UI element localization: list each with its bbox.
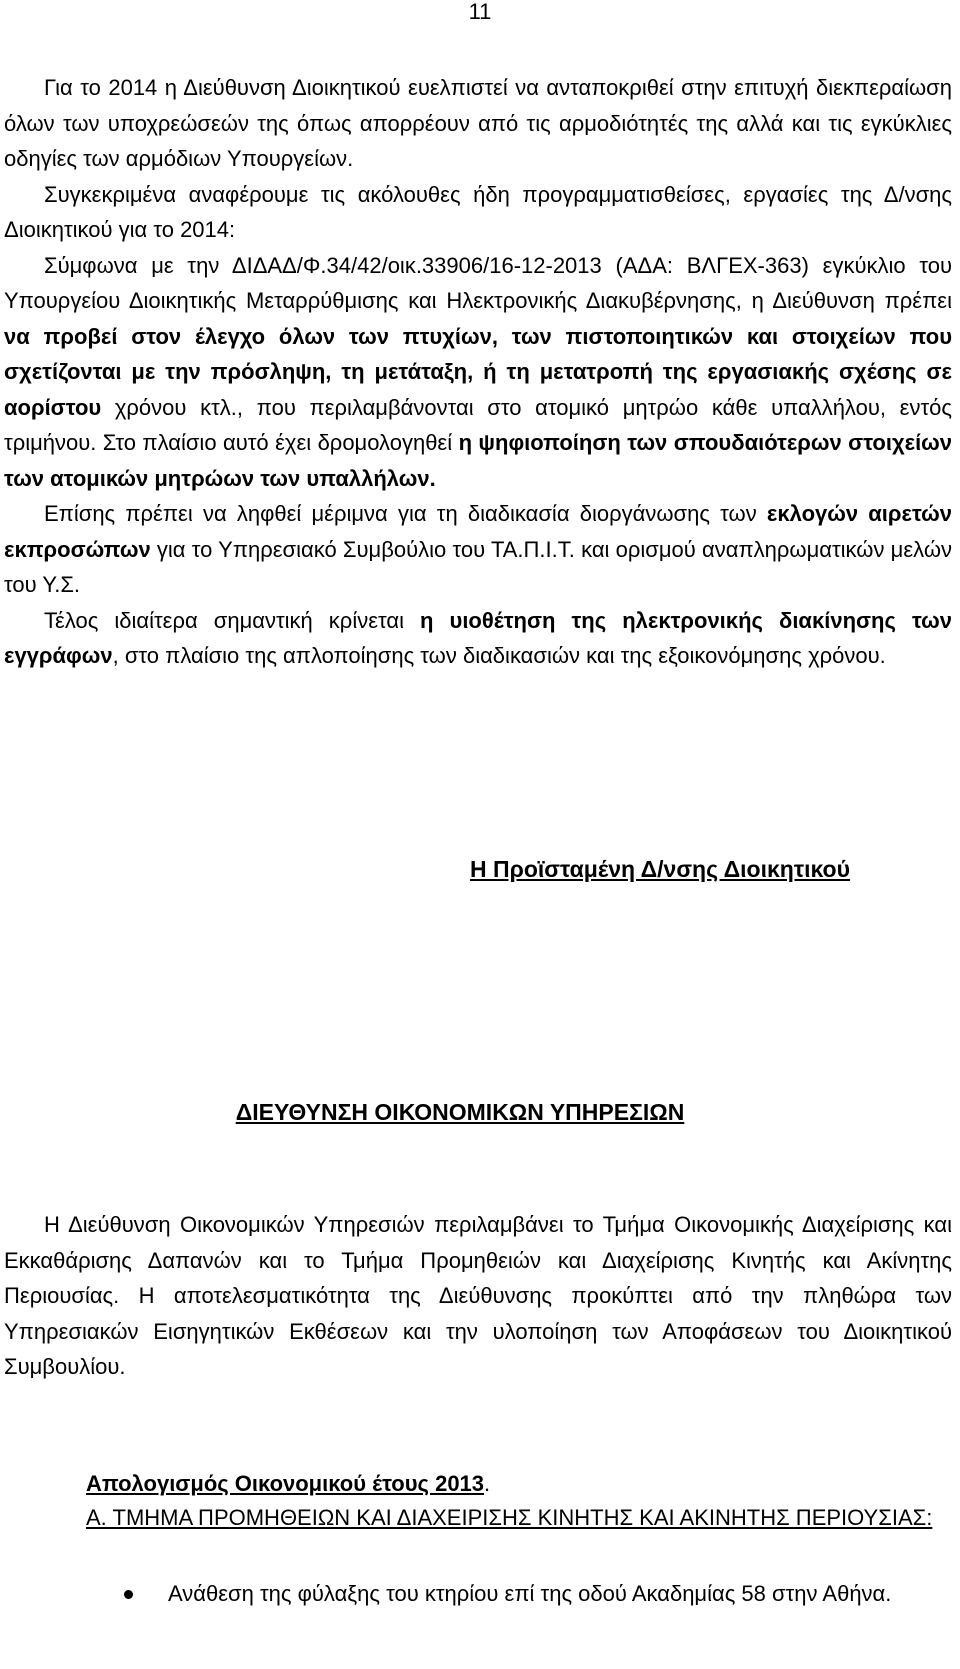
bullet-icon — [124, 1590, 133, 1599]
bold-run: η ψηφιοποίηση των σπουδαιότερων στοιχείων των ατομικών μητρώων των υπαλλήλων. — [4, 430, 952, 491]
text-run: για το Υπηρεσιακό Συμβούλιο του ΤΑ.Π.Ι.Τ. και ορισμού αναπληρωματικών μελών του Υ.Σ. — [4, 536, 952, 597]
signature-line: Η Προϊσταμένη Δ/νσης Διοικητικού — [470, 856, 850, 882]
bold-run: η υιοθέτηση της ηλεκτρονικής διακίνησης των εγγράφων — [4, 607, 952, 668]
list-item — [86, 1576, 952, 1611]
bold-run: εκλογών αιρετών εκπροσώπων — [4, 501, 952, 562]
accounting-title-period: . — [484, 1471, 491, 1496]
text-run: Σύμφωνα με την ΔΙΔΑΔ/Φ.34/42/οικ.33906/16-12-2013 (ΑΔΑ: ΒΛΓΕΧ-363) εγκύκλιο του Υπουργείου Διοικητικής Μεταρρύθμισης και Ηλεκτρονικής Διακυβέρνησης, η Διεύθυνση πρέπει — [4, 252, 952, 313]
section-1-body — [4, 70, 952, 674]
section-2-body — [4, 1207, 952, 1385]
list-item-text: Ανάθεση της φύλαξης του κτηρίου επί της οδού Ακαδημίας 58 στην Αθήνα. — [168, 1581, 892, 1606]
text-run: Τέλος ιδιαίτερα σημαντική κρίνεται — [44, 607, 421, 633]
paragraph-e-documents — [4, 603, 952, 674]
text-run: , στο πλαίσιο της απλοποίησης των διαδικασιών και της εξοικονόμησης χρόνου. — [112, 643, 886, 668]
section-heading: ΔΙΕΥΘΥΝΣΗ ΟΙΚΟΝΟΜΙΚΩΝ ΥΠΗΡΕΣΙΩΝ — [235, 1099, 685, 1125]
paragraph-goals: Για το 2014 η Διεύθυνση Διοικητικού ευελπιστεί να ανταποκριθεί στην επιτυχή διεκπεραίωση όλων των υποχρεώσεών της όπως απορρέουν από τις αρμοδιότητές της αλλά και τις εγκύκλιες οδηγίες των αρμόδιων Υπουργείων. — [4, 75, 952, 171]
bullet-list — [86, 1576, 952, 1611]
accounting-title — [86, 1466, 490, 1501]
paragraph-planned-tasks: Συγκεκριμένα αναφέρουμε τις ακόλουθες ήδη προγραμματισθείσες, εργασίες της Δ/νσης Διοικητικού για το 2014: — [4, 181, 952, 242]
paragraph-circular — [4, 248, 952, 497]
accounting-title-text: Απολογισμός Οικονομικού έτους 2013 — [86, 1471, 485, 1496]
text-run: χρόνου κτλ., που περιλαμβάνονται στο ατομικό μητρώο κάθε υπαλλήλου, εντός τριμήνου. Στο πλαίσιο αυτό έχει δρομολογηθεί — [4, 394, 952, 455]
bold-run: να προβεί στον έλεγχο όλων των πτυχίων, των πιστοποιητικών και στοιχείων που σχετίζονται με την πρόσληψη, τη μετάταξη, ή τη μετατροπή της εργασιακής σχέσης σε αορίστου — [4, 323, 952, 420]
page-number: 11 — [468, 0, 492, 24]
paragraph-finance-directorate: Η Διεύθυνση Οικονομικών Υπηρεσιών περιλαμβάνει το Τμήμα Οικονομικής Διαχείρισης και Εκκαθάρισης Δαπανών και το Τμήμα Προμηθειών και Διαχείρισης Κινητής και Ακίνητης Περιουσίας. Η αποτελεσματικότητα της Διεύθυνσης προκύπτει από την πληθώρα των Υπηρεσιακών Εισηγητικών Εκθέσεων και την υλοποίηση των Αποφάσεων του Διοικητικού Συμβουλίου. — [4, 1212, 952, 1379]
paragraph-elections — [4, 496, 952, 603]
text-run: Επίσης πρέπει να ληφθεί μέριμνα για τη διαδικασία διοργάνωσης των — [44, 501, 767, 526]
subsection-title: Α. ΤΜΗΜΑ ΠΡΟΜΗΘΕΙΩΝ ΚΑΙ ΔΙΑΧΕΙΡΙΣΗΣ ΚΙΝΗΤΗΣ ΚΑΙ ΑΚΙΝΗΤΗΣ ΠΕΡΙΟΥΣΙΑΣ: — [86, 1505, 933, 1530]
